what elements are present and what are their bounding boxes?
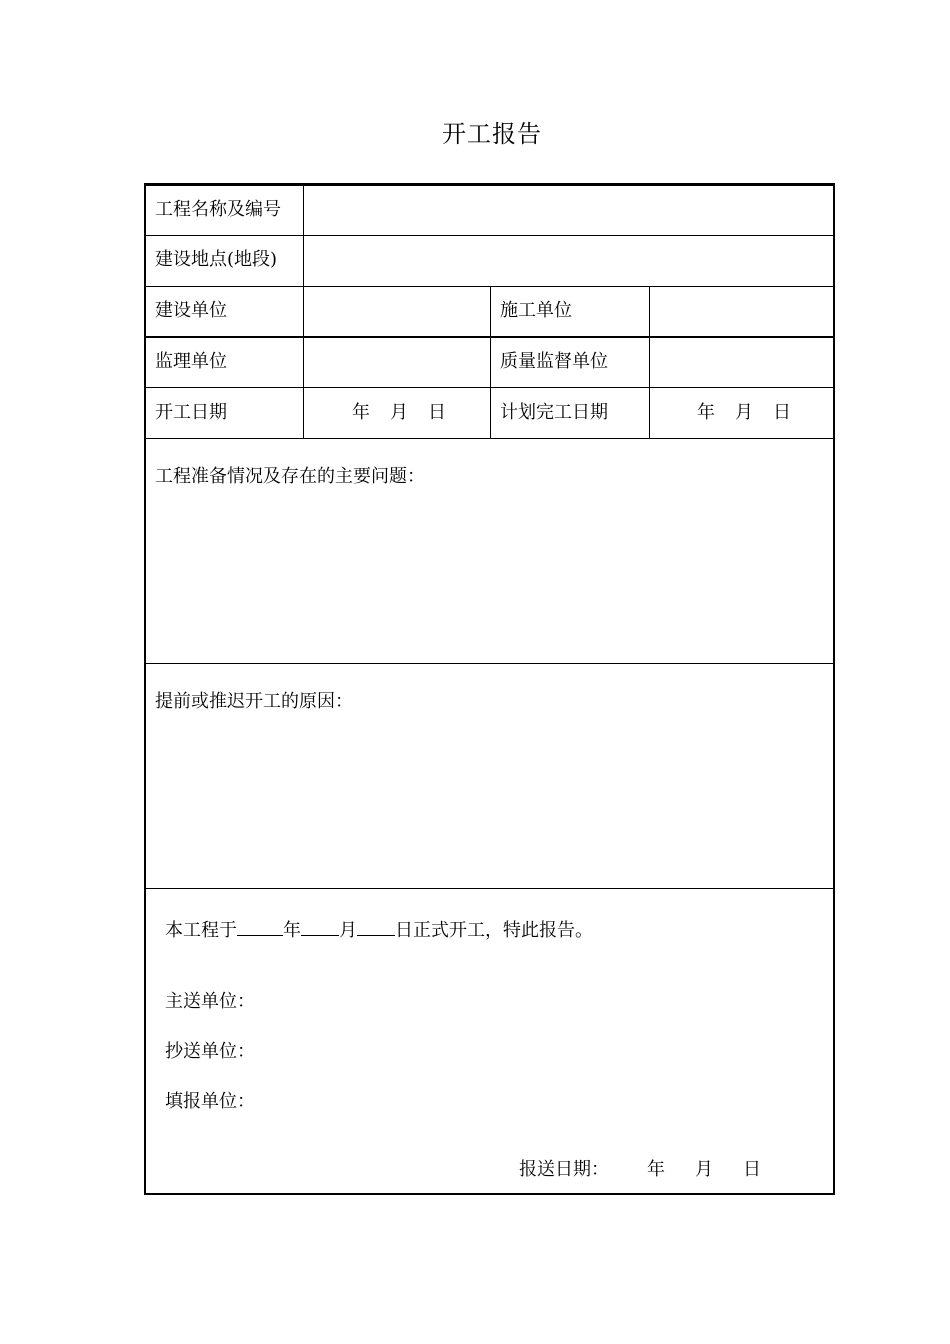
- date-year: 年: [352, 402, 370, 423]
- page-title: 开工报告: [442, 120, 542, 148]
- project-name-label: 工程名称及编号: [155, 199, 281, 220]
- date-month: 月: [735, 402, 753, 423]
- day-blank[interactable]: [357, 917, 395, 936]
- date-month: 月: [390, 402, 408, 423]
- cc-recipient-label: 抄送单位：: [165, 1041, 255, 1062]
- month-blank[interactable]: [301, 917, 339, 936]
- report-date-line: [519, 1160, 761, 1180]
- declaration-line: [165, 917, 593, 941]
- supervisor-label: 监理单位: [155, 351, 227, 372]
- reason-label: 提前或推迟开工的原因：: [155, 691, 353, 712]
- reason-area[interactable]: [148, 716, 831, 881]
- report-day: 日: [743, 1159, 761, 1180]
- row-divider: [146, 235, 833, 236]
- date-year: 年: [697, 402, 715, 423]
- date-day: 日: [428, 402, 446, 423]
- location-label: 建设地点(地段): [155, 249, 278, 270]
- column-divider: [303, 186, 304, 439]
- column-divider: [490, 286, 491, 439]
- start-date-field[interactable]: [352, 403, 446, 423]
- declaration-month: 月: [339, 920, 357, 941]
- builder-label: 建设单位: [155, 300, 227, 321]
- main-recipient-label: 主送单位：: [165, 991, 255, 1012]
- planned-end-field[interactable]: [697, 403, 791, 423]
- declaration-suffix: 日正式开工，特此报告。: [395, 920, 593, 941]
- column-divider: [649, 286, 650, 439]
- reporter-label: 填报单位：: [165, 1091, 255, 1112]
- date-day: 日: [773, 402, 791, 423]
- report-month: 月: [695, 1159, 713, 1180]
- report-date-label: 报送日期：: [519, 1159, 609, 1180]
- contractor-label: 施工单位: [500, 300, 572, 321]
- quality-label: 质量监督单位: [500, 351, 608, 372]
- start-date-label: 开工日期: [155, 402, 227, 423]
- report-form: [144, 183, 835, 1195]
- report-year: 年: [647, 1159, 665, 1180]
- declaration-year: 年: [283, 920, 301, 941]
- year-blank[interactable]: [237, 917, 283, 936]
- planned-end-label: 计划完工日期: [500, 402, 608, 423]
- preparation-area[interactable]: [148, 491, 831, 656]
- preparation-label: 工程准备情况及存在的主要问题：: [155, 466, 425, 487]
- declaration-prefix: 本工程于: [165, 920, 237, 941]
- row-divider: [146, 663, 833, 664]
- row-divider: [146, 888, 833, 889]
